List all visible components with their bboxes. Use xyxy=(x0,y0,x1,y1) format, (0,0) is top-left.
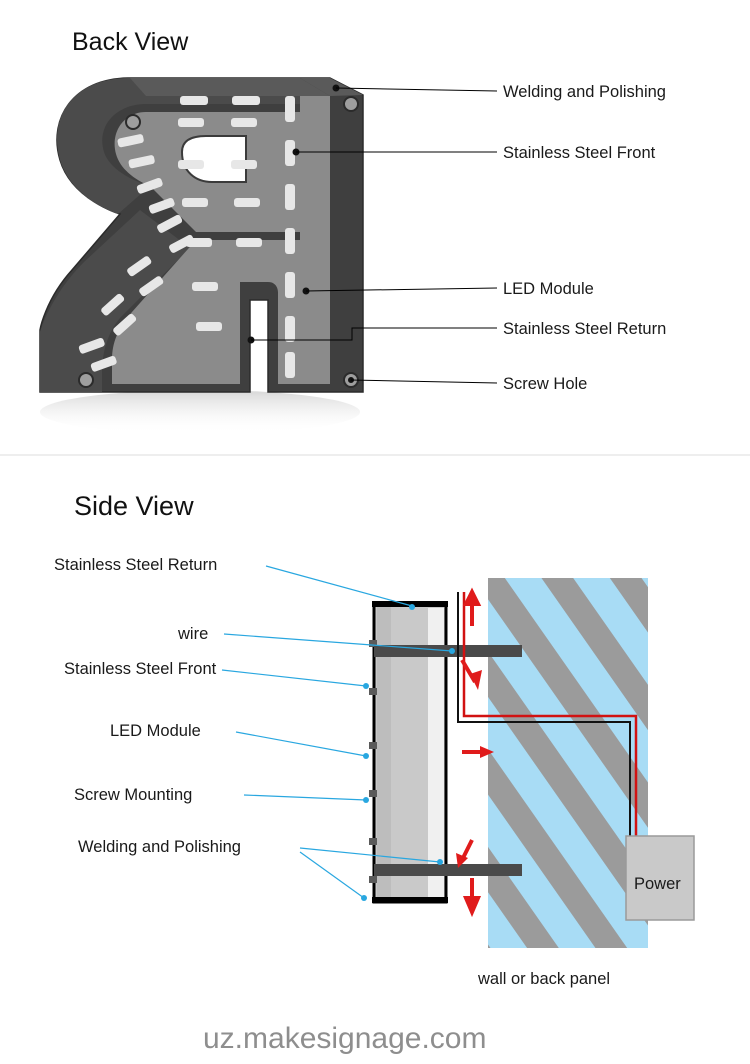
leader-led-module-side xyxy=(236,732,366,756)
leader-dot xyxy=(437,859,443,865)
wall-or-back-panel-label: wall or back panel xyxy=(478,970,611,988)
screw-hole xyxy=(126,115,140,129)
side-view-title: Side View xyxy=(74,491,194,521)
leader-dot xyxy=(409,604,415,610)
side-callout-welding-and-polishing: Welding and Polishing xyxy=(78,838,241,856)
leader-dot xyxy=(449,648,455,654)
screw-hole xyxy=(344,97,358,111)
leader-dot xyxy=(363,683,369,689)
callout-led-module: LED Module xyxy=(503,280,594,298)
side-callout-wire: wire xyxy=(178,625,209,643)
letter-shadow xyxy=(40,390,360,434)
watermark: uz.makesignage.com xyxy=(203,1022,487,1055)
callout-screw-hole: Screw Hole xyxy=(503,375,588,393)
leader-dot xyxy=(363,753,369,759)
screw-hole xyxy=(79,373,93,387)
wall-back-panel xyxy=(488,578,648,948)
leader-welding-side-2 xyxy=(300,852,364,898)
back-view-letter-graphic xyxy=(40,78,363,434)
leader-screw-hole xyxy=(351,380,497,383)
back-view-title: Back View xyxy=(72,28,189,56)
callout-welding-and-polishing: Welding and Polishing xyxy=(503,83,666,101)
callout-stainless-steel-return: Stainless Steel Return xyxy=(503,320,667,338)
led-module-bar xyxy=(374,864,522,876)
callout-stainless-steel-front: Stainless Steel Front xyxy=(503,144,656,162)
side-callout-screw-mounting: Screw Mounting xyxy=(74,786,193,804)
power-supply-label: Power xyxy=(634,875,681,893)
leader-screw-mounting xyxy=(244,795,366,800)
leader-dot xyxy=(363,797,369,803)
side-view-graphic xyxy=(369,578,694,948)
leader-dot xyxy=(361,895,367,901)
leader-welding xyxy=(336,88,497,91)
side-callout-stainless-steel-return: Stainless Steel Return xyxy=(54,556,218,574)
letter-top-bevel xyxy=(130,78,330,96)
side-callout-led-module: LED Module xyxy=(110,722,201,740)
leader-ss-front-side xyxy=(222,670,366,686)
side-callout-stainless-steel-front: Stainless Steel Front xyxy=(64,660,217,678)
letter-counter-hole xyxy=(182,136,246,182)
leader-ss-return-side xyxy=(266,566,412,606)
welded-bottom-edge xyxy=(372,897,448,903)
